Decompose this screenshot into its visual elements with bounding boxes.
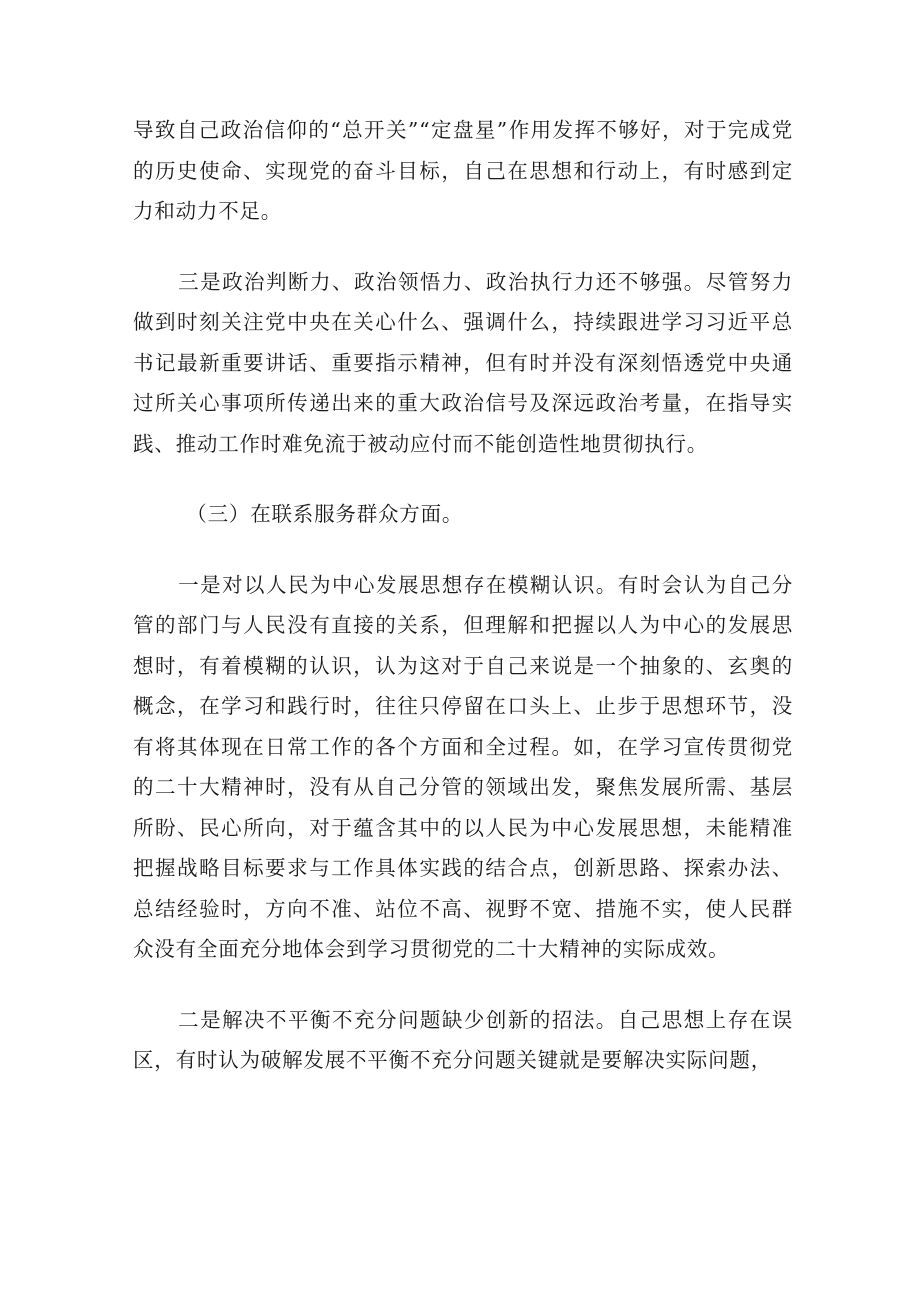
section-heading-serving-masses: （三）在联系服务群众方面。 xyxy=(186,502,464,526)
document-body xyxy=(133,110,793,1081)
paragraph-gap xyxy=(133,970,793,1000)
paragraph-gap xyxy=(133,232,793,262)
paragraph-gap xyxy=(133,464,793,494)
paragraph-political-judgment: 三是政治判断力、政治领悟力、政治执行力还不够强。尽管努力做到时刻关注党中央在关心什么、强调什么，持续跟进学习习近平总书记最新重要讲话、重要指示精神，但有时并没有深刻悟透党中央通过所关心事项所传递出来的重大政治信号及深远政治考量，在指导实践、推动工作时难免流于被动应付而不能创造性地贯彻执行。 xyxy=(133,269,793,456)
paragraph-unbalanced-development: 二是解决不平衡不充分问题缺少创新的招法。自己思想上存在误区，有时认为破解发展不平衡不充分问题关键就是要解决实际问题， xyxy=(133,1007,793,1072)
paragraph-continuation: 导致自己政治信仰的“总开关”“定盘星”作用发挥不够好，对于完成党的历史使命、实现党的奋斗目标，自己在思想和行动上，有时感到定力和动力不足。 xyxy=(133,118,793,223)
paragraph-gap xyxy=(133,535,793,565)
paragraph-people-centered: 一是对以人民为中心发展思想存在模糊认识。有时会认为自己分管的部门与人民没有直接的关系，但理解和把握以人为中心的发展思想时，有着模糊的认识，认为这对于自己来说是一个抽象的、玄奥的概念，在学习和践行时，往往只停留在口头上、止步于思想环节，没有将其体现在日常工作的各个方面和全过程。如，在学习宣传贯彻党的二十大精神时，没有从自己分管的领域出发，聚焦发展所需、基层所盼、民心所向，对于蕴含其中的以人民为中心发展思想，未能精准把握战略目标要求与工作具体实践的结合点，创新思路、探索办法、总结经验时，方向不准、站位不高、视野不宽、措施不实，使人民群众没有全面充分地体会到学习贯彻党的二十大精神的实际成效。 xyxy=(133,572,793,961)
